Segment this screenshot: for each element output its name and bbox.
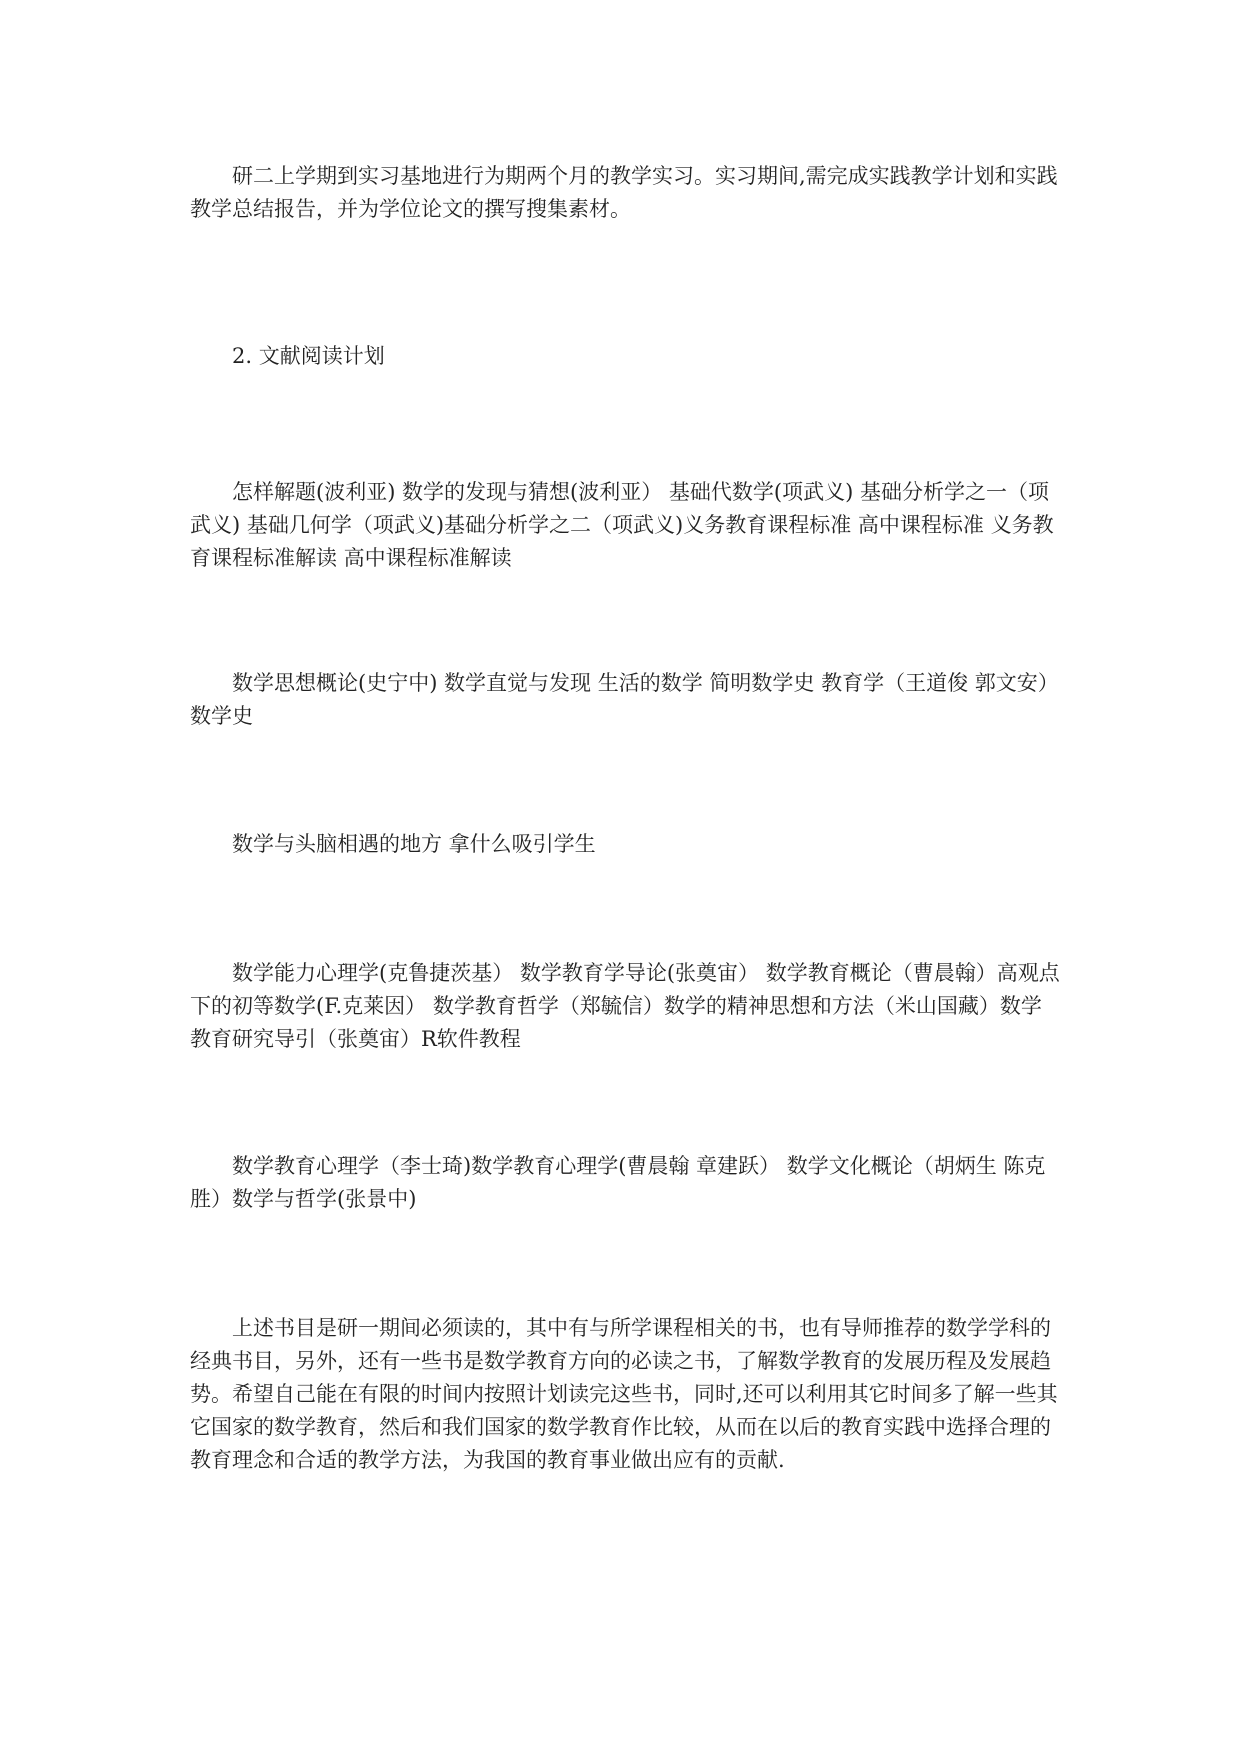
paragraph-booklist-5: 数学教育心理学（李士琦)数学教育心理学(曹晨翰 章建跃） 数学文化概论（胡炳生 陈克胜）数学与哲学(张景中): [190, 1154, 1046, 1211]
paragraph-booklist-2: 数学思想概论(史宁中) 数学直觉与发现 生活的数学 简明数学史 教育学（王道俊 郭文安） 数学史: [190, 671, 1059, 728]
section-heading-reading-plan: 2. 文献阅读计划: [232, 344, 385, 368]
paragraph-summary: 上述书目是研一期间必须读的，其中有与所学课程相关的书，也有导师推荐的数学学科的经典书目，另外，还有一些书是数学教育方向的必读之书，了解数学教育的发展历程及发展趋势。希望自己能在有限的时间内按照计划读完这些书，同时,还可以利用其它时间多了解一些其它国家的数学教育，然后和我们国家的数学教育作比较，从而在以后的教育实践中选择合理的教育理念和合适的教学方法，为我国的教育事业做出应有的贡献.: [190, 1316, 1058, 1472]
paragraph-booklist-3: 数学与头脑相遇的地方 拿什么吸引学生: [232, 832, 596, 856]
paragraph-booklist-1: 怎样解题(波利亚) 数学的发现与猜想(波利亚） 基础代数学(项武义) 基础分析学之一（项武义) 基础几何学（项武义)基础分析学之二（项武义)义务教育课程标准 高中课程标准 义务教育课程标准解读 高中课程标准解读: [190, 480, 1054, 570]
paragraph-booklist-4: 数学能力心理学(克鲁捷茨基） 数学教育学导论(张奠宙） 数学教育概论（曹晨翰）高观点下的初等数学(F.克莱因） 数学教育哲学（郑毓信）数学的精神思想和方法（米山国藏）数学教育研究导引（张奠宙）R软件教程: [190, 961, 1060, 1051]
paragraph-internship: 研二上学期到实习基地进行为期两个月的教学实习。实习期间,需完成实践教学计划和实践教学总结报告，并为学位论文的撰写搜集素材。: [190, 164, 1058, 221]
